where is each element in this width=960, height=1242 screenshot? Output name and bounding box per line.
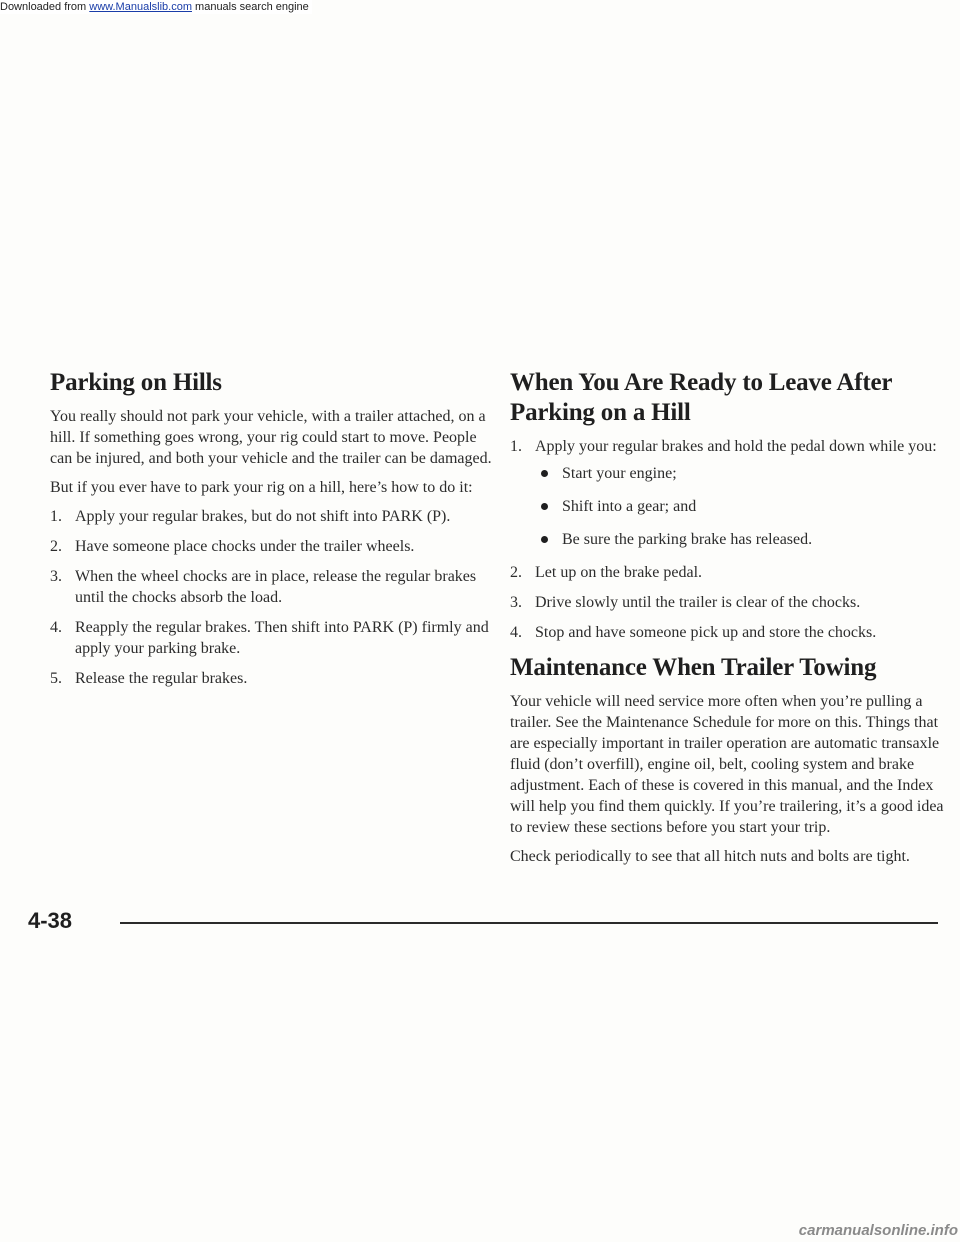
step-number: 4.: [510, 624, 522, 641]
step-number: 2.: [50, 538, 62, 555]
step-text: When the wheel chocks are in place, release the regular brakes until the chocks absorb the load.: [75, 568, 477, 606]
download-watermark: [0, 0, 312, 14]
leave-step: [510, 436, 945, 550]
parking-step: [50, 617, 495, 659]
step-text: Apply your regular brakes and hold the pedal down while you:: [535, 438, 937, 455]
step-number: 3.: [510, 594, 522, 611]
page-number: 4-38: [28, 908, 73, 933]
parking-step: [50, 566, 495, 608]
step-number: 3.: [50, 568, 62, 585]
maintenance-paragraph: Your vehicle will need service more often when you’re pulling a trailer. See the Maintenance Schedule for more on this. Things that are especially important in trailer operation are automatic transaxle fluid (don’t overfill), engine oil, belt, cooling system and brake adjustment. Each of these is covered in this manual, and the Index will help you find them quickly. If you’re trailering, it’s a good idea to review these sections before you start your trip.: [510, 693, 944, 836]
watermark-prefix: Downloaded from: [0, 1, 90, 13]
leave-step: [510, 562, 945, 583]
heading-parking-on-hills: Parking on Hills: [50, 369, 222, 396]
bullet-icon: [541, 536, 548, 543]
parking-step: [50, 536, 495, 557]
step-number: 4.: [50, 619, 62, 636]
site-watermark: carmanualsonline.info: [798, 1222, 958, 1239]
manualslib-link[interactable]: www.Manualslib.com: [89, 1, 192, 13]
parking-steps-list: [50, 506, 495, 689]
step-number: 1.: [50, 508, 62, 525]
parking-step: [50, 668, 495, 689]
bullet-icon: [541, 503, 548, 510]
step-number: 5.: [50, 670, 62, 687]
bullet-item: [535, 463, 945, 484]
intro-paragraph: You really should not park your vehicle, with a trailer attached, on a hill. If something goes wrong, your rig could start to move. People can be injured, and both your vehicle and the trailer can be damaged.: [50, 408, 492, 467]
step-number: 2.: [510, 564, 522, 581]
hitch-check-paragraph: Check periodically to see that all hitch nuts and bolts are tight.: [510, 848, 910, 865]
heading-maintenance-trailer-towing: Maintenance When Trailer Towing: [510, 654, 877, 681]
right-column: [510, 368, 945, 875]
heading-ready-to-leave: When You Are Ready to Leave After Parking on a Hill: [510, 369, 892, 426]
step-number: 1.: [510, 438, 522, 455]
step-text: Reapply the regular brakes. Then shift into PARK (P) firmly and apply your parking brake.: [75, 619, 489, 657]
bullet-item: [535, 496, 945, 517]
bullet-text: Be sure the parking brake has released.: [562, 531, 813, 548]
leave-step: [510, 592, 945, 613]
sub-bullet-list: [535, 463, 945, 550]
step-text: Let up on the brake pedal.: [535, 564, 703, 581]
leave-step: [510, 622, 945, 643]
leave-steps-list: [510, 436, 945, 643]
intro-paragraph-2: But if you ever have to park your rig on a hill, here’s how to do it:: [50, 479, 473, 496]
bullet-item: [535, 529, 945, 550]
page-footer: [28, 906, 938, 936]
step-text: Drive slowly until the trailer is clear of the chocks.: [535, 594, 861, 611]
bullet-text: Shift into a gear; and: [562, 498, 697, 515]
bullet-icon: [541, 470, 548, 477]
step-text: Stop and have someone pick up and store the chocks.: [535, 624, 877, 641]
bullet-text: Start your engine;: [562, 465, 677, 482]
parking-step: [50, 506, 495, 527]
step-text: Have someone place chocks under the trailer wheels.: [75, 538, 415, 555]
left-column: [50, 368, 495, 698]
step-text: Release the regular brakes.: [75, 670, 248, 687]
watermark-suffix: manuals search engine: [191, 1, 309, 13]
step-text: Apply your regular brakes, but do not shift into PARK (P).: [75, 508, 451, 525]
footer-rule: [120, 922, 938, 924]
